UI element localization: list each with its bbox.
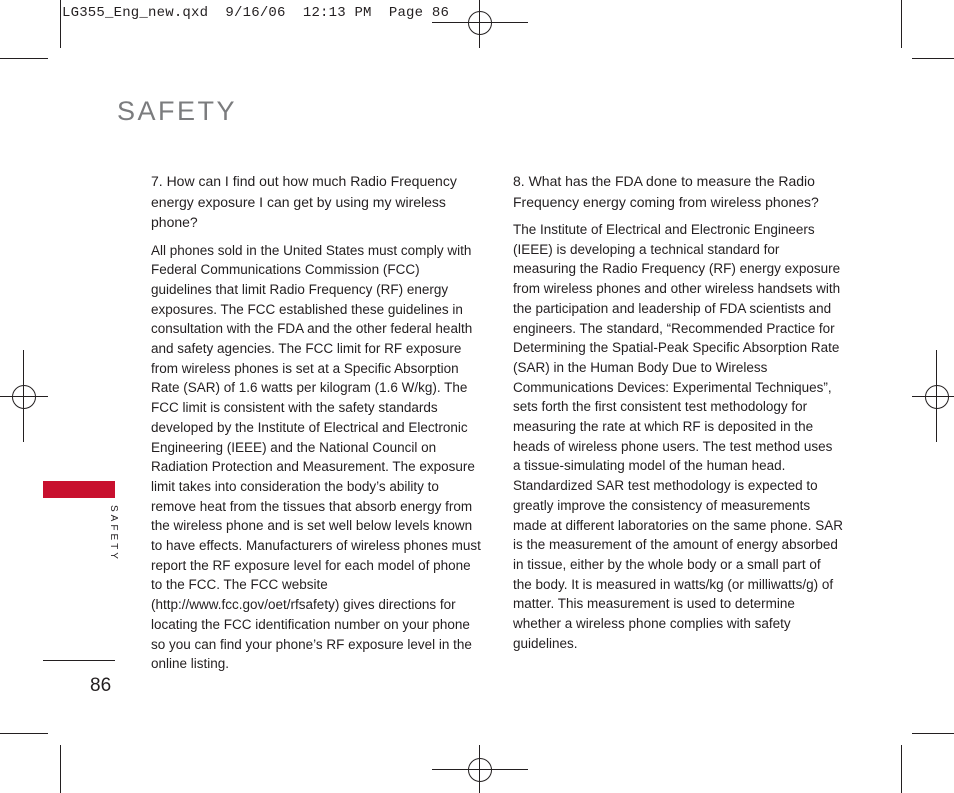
- crop-mark: [912, 58, 954, 59]
- crop-mark: [0, 733, 48, 734]
- right-column: [513, 171, 843, 653]
- crop-mark: [60, 745, 61, 793]
- crop-mark: [0, 58, 48, 59]
- question-7-heading: 7. How can I find out how much Radio Frequency energy exposure I can get by using my wireless phone?: [151, 173, 457, 230]
- print-slug: LG355_Eng_new.qxd 9/16/06 12:13 PM Page 86: [62, 5, 450, 21]
- page-number: 86: [90, 675, 112, 696]
- sidebar-accent-bar: [43, 481, 115, 498]
- question-8-heading: 8. What has the FDA done to measure the Radio Frequency energy coming from wireless phones?: [513, 173, 819, 210]
- answer-8-body: The Institute of Electrical and Electronic Engineers (IEEE) is developing a technical standard for measuring the Radio Frequency (RF) energy exposure from wireless phones and other wireless handsets with the participation and leadership of FDA scientists and engineers. The standard, “Recommended Practice for Determining the Spatial-Peak Specific Absorption Rate (SAR) in the Human Body Due to Wireless Communications Devices: Experimental Techniques”, sets forth the first consistent test methodology for measuring the rate at which RF is deposited in the heads of wireless phone users. The test method uses a tissue-simulating model of the human head. Standardized SAR test methodology is expected to greatly improve the consistency of measurements made at different laboratories on the same phone. SAR is the measurement of the amount of energy absorbed in tissue, either by the whole body or a small part of the body. It is measured in watts/kg (or milliwatts/g) of matter. This measurement is used to determine whether a wireless phone complies with safety guidelines.: [513, 222, 843, 651]
- sidebar-rule: [43, 660, 115, 661]
- crop-mark: [912, 733, 954, 734]
- answer-7-body: All phones sold in the United States must comply with Federal Communications Commission (FCC) guidelines that limit Radio Frequency (RF) energy exposures. The FCC established these guidelines in consultation with the FDA and the other federal health and safety agencies. The FCC limit for RF exposure from wireless phones is set at a Specific Absorption Rate (SAR) of 1.6 watts per kilogram (1.6 W/kg). The FCC limit is consistent with the safety standards developed by the Institute of Electrical and Electronic Engineering (IEEE) and the National Council on Radiation Protection and Measurement. The exposure limit takes into consideration the body’s ability to remove heat from the tissues that absorb energy from the wireless phone and is set well below levels known to have effects. Manufacturers of wireless phones must report the RF exposure level for each model of phone to the FCC. The FCC website (http://www.fcc.gov/oet/rfsafety) gives directions for locating the FCC identification number on your phone so you can find your phone’s RF exposure level in the online listing.: [151, 242, 481, 672]
- crop-mark: [60, 0, 61, 48]
- crop-mark: [901, 0, 902, 48]
- sidebar-section-label: SAFETY: [108, 505, 119, 562]
- crop-mark: [901, 745, 902, 793]
- page-title: SAFETY: [117, 96, 238, 126]
- left-column: [151, 171, 481, 674]
